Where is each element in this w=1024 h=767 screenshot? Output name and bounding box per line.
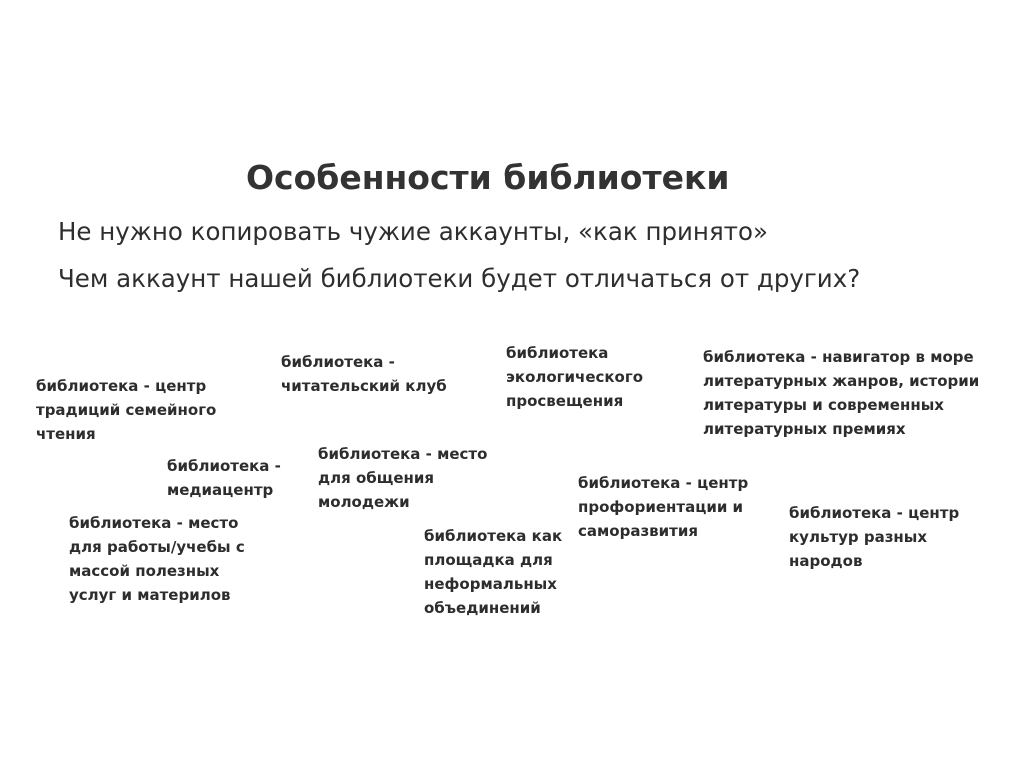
- item-line: традиций семейного: [36, 401, 217, 419]
- item-line: библиотека - центр: [36, 377, 207, 395]
- item-line: неформальных: [424, 575, 557, 593]
- item-line: литературы и современных: [703, 396, 944, 414]
- item-line: экологического: [506, 368, 644, 386]
- item-line: площадка для: [424, 551, 553, 569]
- item-work-study-place: [69, 511, 245, 607]
- item-line: библиотека -: [281, 353, 395, 371]
- subtitle-difference-question: Чем аккаунт нашей библиотеки будет отличаться от других?: [58, 264, 861, 293]
- item-line: библиотека - место: [69, 514, 239, 532]
- item-line: читательский клуб: [281, 377, 447, 395]
- subtitle-copy-accounts: Не нужно копировать чужие аккаунты, «как принято»: [58, 217, 768, 246]
- item-line: объединений: [424, 599, 541, 617]
- item-line: библиотека - навигатор в море: [703, 348, 974, 366]
- item-career-guidance-center: [578, 471, 748, 543]
- item-youth-meeting-place: [318, 442, 487, 514]
- item-line: просвещения: [506, 392, 624, 410]
- item-media-center: [167, 454, 281, 502]
- item-line: библиотека как: [424, 527, 563, 545]
- item-line: культур разных: [789, 528, 928, 546]
- item-line: для общения: [318, 469, 434, 487]
- item-line: библиотека - место: [318, 445, 488, 463]
- slide-title: Особенности библиотеки: [246, 158, 730, 197]
- item-line: библиотека -: [167, 457, 281, 475]
- item-line: литературных премиях: [703, 420, 906, 438]
- item-readers-club: [281, 350, 447, 398]
- item-line: народов: [789, 552, 863, 570]
- item-line: услуг и материлов: [69, 586, 231, 604]
- item-line: литературных жанров, истории: [703, 372, 980, 390]
- item-cultures-center: [789, 501, 959, 573]
- item-family-reading-center: [36, 374, 216, 446]
- item-line: библиотека - центр: [789, 504, 960, 522]
- item-informal-groups-platform: [424, 524, 562, 620]
- item-ecological-education: [506, 341, 643, 413]
- item-line: молодежи: [318, 493, 410, 511]
- item-line: профориентации и: [578, 498, 744, 516]
- item-literature-navigator: [703, 345, 979, 441]
- item-line: библиотека: [506, 344, 609, 362]
- item-line: для работы/учебы с: [69, 538, 245, 556]
- item-line: массой полезных: [69, 562, 220, 580]
- item-line: саморазвития: [578, 522, 698, 540]
- item-line: медиацентр: [167, 481, 274, 499]
- item-line: библиотека - центр: [578, 474, 749, 492]
- item-line: чтения: [36, 425, 96, 443]
